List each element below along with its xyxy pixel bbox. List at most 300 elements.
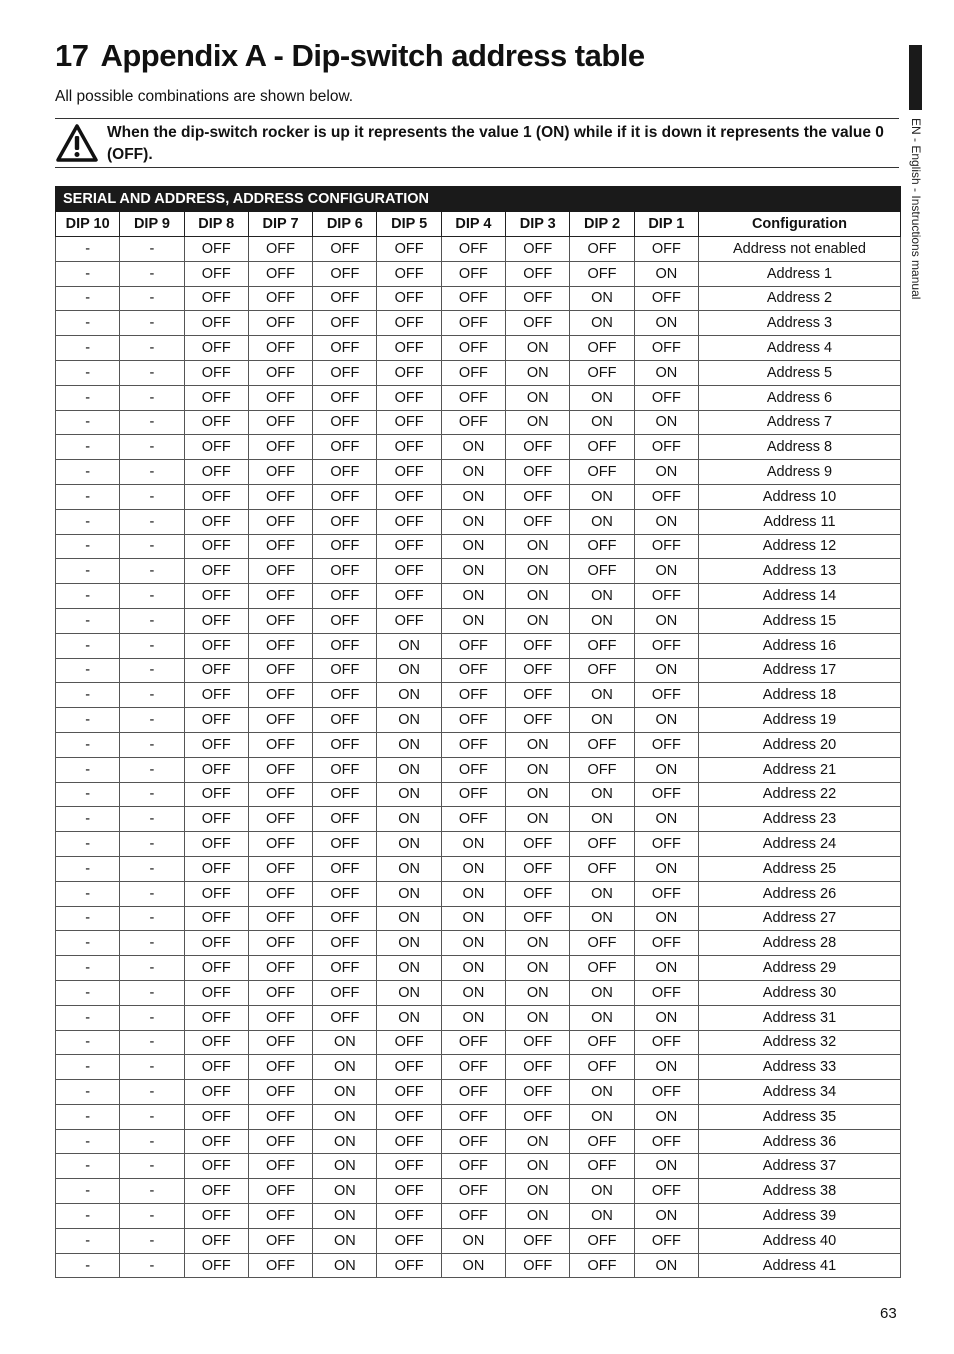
dip-cell: - bbox=[120, 782, 184, 807]
dip-cell: OFF bbox=[184, 1080, 248, 1105]
table-row bbox=[56, 1005, 901, 1030]
dip-cell: - bbox=[56, 956, 120, 981]
configuration-cell: Address 39 bbox=[698, 1204, 900, 1229]
dip-cell: OFF bbox=[184, 633, 248, 658]
dip-cell: OFF bbox=[377, 261, 441, 286]
dip-cell: OFF bbox=[634, 1030, 698, 1055]
configuration-cell: Address 22 bbox=[698, 782, 900, 807]
dip-cell: OFF bbox=[506, 261, 570, 286]
dip-cell: OFF bbox=[248, 1154, 312, 1179]
dip-cell: OFF bbox=[313, 534, 377, 559]
dip-cell: OFF bbox=[441, 1080, 505, 1105]
dip-cell: ON bbox=[313, 1104, 377, 1129]
dip-cell: OFF bbox=[377, 385, 441, 410]
dip-cell: OFF bbox=[184, 460, 248, 485]
dip-cell: OFF bbox=[313, 237, 377, 262]
dip-cell: ON bbox=[506, 385, 570, 410]
dip-cell: OFF bbox=[377, 460, 441, 485]
dip-cell: ON bbox=[377, 931, 441, 956]
dip-cell: OFF bbox=[377, 1104, 441, 1129]
configuration-cell: Address 34 bbox=[698, 1080, 900, 1105]
table-row bbox=[56, 757, 901, 782]
dip-cell: ON bbox=[570, 1080, 634, 1105]
dip-cell: - bbox=[120, 336, 184, 361]
dip-cell: OFF bbox=[441, 1104, 505, 1129]
table-row bbox=[56, 931, 901, 956]
dip-cell: OFF bbox=[313, 460, 377, 485]
dip-cell: OFF bbox=[313, 782, 377, 807]
table-row bbox=[56, 608, 901, 633]
dip-cell: OFF bbox=[313, 956, 377, 981]
table-row bbox=[56, 708, 901, 733]
dip-cell: OFF bbox=[184, 980, 248, 1005]
dip-cell: OFF bbox=[506, 832, 570, 857]
dip-cell: OFF bbox=[248, 1080, 312, 1105]
dip-cell: - bbox=[120, 286, 184, 311]
table-row bbox=[56, 1154, 901, 1179]
configuration-cell: Address 32 bbox=[698, 1030, 900, 1055]
configuration-cell: Address 9 bbox=[698, 460, 900, 485]
dip-cell: OFF bbox=[313, 484, 377, 509]
dip-cell: OFF bbox=[313, 584, 377, 609]
dip-cell: OFF bbox=[570, 832, 634, 857]
dip-cell: OFF bbox=[377, 1030, 441, 1055]
dip-cell: ON bbox=[441, 435, 505, 460]
dip-cell: OFF bbox=[248, 584, 312, 609]
dip-cell: OFF bbox=[377, 435, 441, 460]
table-row bbox=[56, 1030, 901, 1055]
column-header: Configuration bbox=[698, 212, 900, 237]
dip-cell: OFF bbox=[184, 757, 248, 782]
dip-cell: ON bbox=[506, 732, 570, 757]
dip-cell: ON bbox=[313, 1129, 377, 1154]
dip-cell: ON bbox=[634, 757, 698, 782]
dip-cell: ON bbox=[377, 856, 441, 881]
dip-cell: OFF bbox=[634, 1080, 698, 1105]
dip-cell: OFF bbox=[313, 509, 377, 534]
configuration-cell: Address 19 bbox=[698, 708, 900, 733]
dip-cell: OFF bbox=[184, 708, 248, 733]
dip-cell: ON bbox=[506, 336, 570, 361]
dip-cell: ON bbox=[634, 708, 698, 733]
dip-cell: - bbox=[56, 336, 120, 361]
dip-cell: OFF bbox=[184, 1253, 248, 1278]
dip-cell: ON bbox=[634, 856, 698, 881]
configuration-cell: Address 40 bbox=[698, 1228, 900, 1253]
dip-cell: ON bbox=[506, 360, 570, 385]
intro-text: All possible combinations are shown below. bbox=[55, 88, 354, 105]
column-header: DIP 6 bbox=[313, 212, 377, 237]
dip-cell: ON bbox=[570, 1005, 634, 1030]
dip-cell: OFF bbox=[377, 311, 441, 336]
dip-cell: - bbox=[120, 261, 184, 286]
dip-cell: OFF bbox=[248, 782, 312, 807]
dip-cell: OFF bbox=[570, 534, 634, 559]
dip-cell: - bbox=[120, 385, 184, 410]
dip-cell: OFF bbox=[634, 633, 698, 658]
dip-cell: OFF bbox=[441, 732, 505, 757]
table-row bbox=[56, 856, 901, 881]
dip-cell: OFF bbox=[506, 460, 570, 485]
dip-cell: OFF bbox=[634, 683, 698, 708]
dip-cell: - bbox=[120, 484, 184, 509]
dip-cell: OFF bbox=[506, 658, 570, 683]
dip-cell: ON bbox=[313, 1154, 377, 1179]
configuration-cell: Address 8 bbox=[698, 435, 900, 460]
dip-cell: OFF bbox=[570, 237, 634, 262]
dip-cell: - bbox=[120, 1055, 184, 1080]
table-row bbox=[56, 484, 901, 509]
dip-cell: OFF bbox=[441, 658, 505, 683]
dip-cell: OFF bbox=[377, 1179, 441, 1204]
dip-cell: ON bbox=[570, 708, 634, 733]
section-number: 17 bbox=[55, 38, 89, 73]
dip-cell: OFF bbox=[441, 757, 505, 782]
dip-cell: OFF bbox=[184, 881, 248, 906]
dip-cell: OFF bbox=[248, 608, 312, 633]
configuration-cell: Address 36 bbox=[698, 1129, 900, 1154]
dip-cell: - bbox=[120, 460, 184, 485]
dip-cell: ON bbox=[377, 956, 441, 981]
dip-cell: OFF bbox=[441, 360, 505, 385]
dip-cell: - bbox=[120, 559, 184, 584]
dip-cell: ON bbox=[634, 1154, 698, 1179]
dip-cell: ON bbox=[441, 906, 505, 931]
table-header-row bbox=[56, 212, 901, 237]
dip-cell: OFF bbox=[248, 1129, 312, 1154]
dip-cell: - bbox=[56, 1080, 120, 1105]
dip-cell: ON bbox=[441, 1228, 505, 1253]
dip-cell: OFF bbox=[313, 360, 377, 385]
dip-cell: - bbox=[56, 435, 120, 460]
dip-cell: ON bbox=[441, 856, 505, 881]
dip-cell: OFF bbox=[248, 708, 312, 733]
dip-cell: - bbox=[120, 683, 184, 708]
dip-cell: - bbox=[56, 832, 120, 857]
dip-cell: OFF bbox=[248, 1005, 312, 1030]
dip-cell: OFF bbox=[248, 633, 312, 658]
dip-cell: OFF bbox=[377, 1080, 441, 1105]
dip-cell: OFF bbox=[184, 484, 248, 509]
dip-cell: ON bbox=[570, 410, 634, 435]
dip-cell: OFF bbox=[248, 956, 312, 981]
dip-cell: OFF bbox=[184, 286, 248, 311]
configuration-cell: Address 26 bbox=[698, 881, 900, 906]
dip-cell: - bbox=[56, 584, 120, 609]
page-number: 63 bbox=[880, 1305, 897, 1322]
dip-cell: OFF bbox=[313, 410, 377, 435]
table-row bbox=[56, 534, 901, 559]
dip-cell: OFF bbox=[248, 286, 312, 311]
dip-cell: - bbox=[56, 633, 120, 658]
dip-cell: ON bbox=[570, 311, 634, 336]
dip-cell: OFF bbox=[377, 484, 441, 509]
dip-cell: OFF bbox=[184, 683, 248, 708]
dip-cell: ON bbox=[634, 460, 698, 485]
dip-cell: OFF bbox=[441, 237, 505, 262]
dip-cell: OFF bbox=[248, 460, 312, 485]
dip-cell: - bbox=[56, 608, 120, 633]
dip-cell: OFF bbox=[184, 1204, 248, 1229]
dip-cell: ON bbox=[441, 460, 505, 485]
dip-cell: OFF bbox=[377, 1129, 441, 1154]
configuration-cell: Address 35 bbox=[698, 1104, 900, 1129]
dip-cell: ON bbox=[441, 1253, 505, 1278]
dip-cell: OFF bbox=[184, 360, 248, 385]
configuration-cell: Address 24 bbox=[698, 832, 900, 857]
dip-cell: - bbox=[56, 360, 120, 385]
dip-cell: ON bbox=[634, 956, 698, 981]
configuration-cell: Address 4 bbox=[698, 336, 900, 361]
dip-cell: - bbox=[56, 658, 120, 683]
column-header: DIP 4 bbox=[441, 212, 505, 237]
dip-cell: OFF bbox=[506, 435, 570, 460]
configuration-cell: Address 25 bbox=[698, 856, 900, 881]
dip-cell: OFF bbox=[506, 1228, 570, 1253]
dip-cell: OFF bbox=[570, 559, 634, 584]
side-tab-bar bbox=[909, 45, 922, 110]
dip-cell: ON bbox=[506, 608, 570, 633]
dip-cell: OFF bbox=[248, 658, 312, 683]
dip-cell: OFF bbox=[506, 311, 570, 336]
table-row bbox=[56, 832, 901, 857]
dip-cell: OFF bbox=[441, 1204, 505, 1229]
dip-cell: OFF bbox=[377, 286, 441, 311]
table-row bbox=[56, 1204, 901, 1229]
dip-cell: OFF bbox=[634, 1228, 698, 1253]
dip-cell: OFF bbox=[184, 1104, 248, 1129]
dip-switch-table-container bbox=[55, 186, 900, 1278]
dip-cell: - bbox=[120, 1204, 184, 1229]
configuration-cell: Address 31 bbox=[698, 1005, 900, 1030]
dip-cell: ON bbox=[377, 633, 441, 658]
dip-cell: ON bbox=[313, 1055, 377, 1080]
dip-cell: OFF bbox=[506, 1055, 570, 1080]
dip-cell: - bbox=[56, 856, 120, 881]
dip-cell: - bbox=[56, 708, 120, 733]
table-row bbox=[56, 286, 901, 311]
dip-cell: ON bbox=[570, 484, 634, 509]
dip-cell: OFF bbox=[377, 336, 441, 361]
dip-cell: ON bbox=[570, 906, 634, 931]
dip-cell: OFF bbox=[570, 435, 634, 460]
dip-cell: OFF bbox=[506, 856, 570, 881]
dip-cell: - bbox=[120, 1228, 184, 1253]
dip-cell: OFF bbox=[184, 832, 248, 857]
table-row bbox=[56, 658, 901, 683]
dip-cell: - bbox=[120, 881, 184, 906]
dip-cell: OFF bbox=[248, 732, 312, 757]
dip-cell: - bbox=[120, 534, 184, 559]
dip-cell: - bbox=[56, 237, 120, 262]
table-row bbox=[56, 633, 901, 658]
dip-cell: - bbox=[120, 410, 184, 435]
dip-cell: OFF bbox=[248, 1179, 312, 1204]
dip-cell: OFF bbox=[184, 658, 248, 683]
dip-cell: - bbox=[56, 286, 120, 311]
dip-cell: OFF bbox=[570, 757, 634, 782]
column-header: DIP 8 bbox=[184, 212, 248, 237]
dip-cell: OFF bbox=[184, 1030, 248, 1055]
dip-cell: OFF bbox=[506, 1253, 570, 1278]
table-row bbox=[56, 1179, 901, 1204]
table-row bbox=[56, 683, 901, 708]
dip-cell: OFF bbox=[506, 708, 570, 733]
dip-cell: OFF bbox=[441, 1179, 505, 1204]
dip-cell: - bbox=[120, 906, 184, 931]
dip-cell: - bbox=[120, 807, 184, 832]
dip-cell: OFF bbox=[184, 732, 248, 757]
dip-cell: OFF bbox=[248, 683, 312, 708]
dip-cell: - bbox=[120, 1005, 184, 1030]
dip-cell: - bbox=[56, 980, 120, 1005]
dip-cell: ON bbox=[506, 807, 570, 832]
dip-cell: ON bbox=[570, 1104, 634, 1129]
dip-cell: ON bbox=[377, 1005, 441, 1030]
dip-cell: ON bbox=[441, 559, 505, 584]
dip-cell: OFF bbox=[248, 1055, 312, 1080]
dip-cell: OFF bbox=[506, 509, 570, 534]
dip-cell: OFF bbox=[570, 633, 634, 658]
dip-cell: - bbox=[120, 832, 184, 857]
dip-cell: - bbox=[56, 1104, 120, 1129]
table-body bbox=[56, 237, 901, 1278]
dip-cell: OFF bbox=[377, 608, 441, 633]
configuration-cell: Address not enabled bbox=[698, 237, 900, 262]
dip-cell: OFF bbox=[441, 807, 505, 832]
dip-cell: OFF bbox=[184, 336, 248, 361]
dip-cell: OFF bbox=[506, 1104, 570, 1129]
dip-cell: OFF bbox=[313, 261, 377, 286]
dip-cell: ON bbox=[313, 1030, 377, 1055]
configuration-cell: Address 27 bbox=[698, 906, 900, 931]
dip-cell: - bbox=[56, 1005, 120, 1030]
dip-cell: OFF bbox=[248, 1204, 312, 1229]
dip-cell: OFF bbox=[506, 1080, 570, 1105]
dip-cell: OFF bbox=[184, 608, 248, 633]
dip-cell: OFF bbox=[441, 286, 505, 311]
dip-cell: - bbox=[56, 311, 120, 336]
dip-cell: ON bbox=[377, 906, 441, 931]
dip-cell: OFF bbox=[248, 435, 312, 460]
dip-cell: - bbox=[56, 931, 120, 956]
dip-cell: OFF bbox=[313, 608, 377, 633]
dip-cell: - bbox=[120, 732, 184, 757]
dip-cell: - bbox=[56, 906, 120, 931]
dip-cell: OFF bbox=[248, 881, 312, 906]
dip-cell: ON bbox=[313, 1080, 377, 1105]
table-row bbox=[56, 1080, 901, 1105]
dip-cell: ON bbox=[506, 534, 570, 559]
dip-cell: ON bbox=[377, 782, 441, 807]
dip-cell: OFF bbox=[570, 360, 634, 385]
dip-cell: OFF bbox=[184, 1154, 248, 1179]
dip-cell: OFF bbox=[634, 832, 698, 857]
dip-cell: OFF bbox=[313, 385, 377, 410]
dip-cell: OFF bbox=[313, 286, 377, 311]
dip-cell: OFF bbox=[441, 261, 505, 286]
dip-cell: OFF bbox=[634, 1129, 698, 1154]
dip-cell: ON bbox=[441, 956, 505, 981]
dip-cell: OFF bbox=[506, 881, 570, 906]
dip-cell: OFF bbox=[248, 559, 312, 584]
dip-cell: OFF bbox=[184, 311, 248, 336]
dip-cell: ON bbox=[634, 261, 698, 286]
dip-cell: ON bbox=[506, 584, 570, 609]
configuration-cell: Address 33 bbox=[698, 1055, 900, 1080]
dip-cell: ON bbox=[313, 1204, 377, 1229]
dip-cell: ON bbox=[570, 608, 634, 633]
dip-cell: - bbox=[56, 1030, 120, 1055]
dip-cell: OFF bbox=[313, 931, 377, 956]
dip-cell: ON bbox=[634, 1253, 698, 1278]
dip-cell: ON bbox=[634, 509, 698, 534]
dip-cell: OFF bbox=[248, 856, 312, 881]
dip-cell: ON bbox=[313, 1228, 377, 1253]
dip-cell: - bbox=[120, 1253, 184, 1278]
dip-cell: ON bbox=[570, 385, 634, 410]
dip-cell: OFF bbox=[248, 1104, 312, 1129]
dip-cell: OFF bbox=[570, 1055, 634, 1080]
dip-cell: ON bbox=[634, 360, 698, 385]
dip-cell: OFF bbox=[248, 534, 312, 559]
dip-cell: OFF bbox=[184, 1005, 248, 1030]
dip-cell: - bbox=[56, 1055, 120, 1080]
dip-cell: ON bbox=[377, 683, 441, 708]
dip-cell: ON bbox=[506, 1179, 570, 1204]
dip-cell: - bbox=[56, 1129, 120, 1154]
dip-cell: OFF bbox=[184, 237, 248, 262]
dip-cell: ON bbox=[634, 1104, 698, 1129]
dip-cell: OFF bbox=[634, 931, 698, 956]
configuration-cell: Address 10 bbox=[698, 484, 900, 509]
dip-cell: - bbox=[56, 881, 120, 906]
dip-cell: OFF bbox=[184, 956, 248, 981]
dip-cell: - bbox=[120, 757, 184, 782]
dip-cell: OFF bbox=[634, 435, 698, 460]
dip-cell: OFF bbox=[248, 906, 312, 931]
dip-cell: OFF bbox=[634, 534, 698, 559]
dip-cell: - bbox=[56, 1154, 120, 1179]
dip-cell: ON bbox=[441, 931, 505, 956]
dip-cell: - bbox=[56, 559, 120, 584]
dip-cell: OFF bbox=[506, 906, 570, 931]
side-language-label: EN - English - Instructions manual bbox=[909, 118, 923, 300]
dip-cell: OFF bbox=[248, 484, 312, 509]
dip-cell: OFF bbox=[570, 931, 634, 956]
dip-cell: OFF bbox=[441, 683, 505, 708]
dip-cell: ON bbox=[441, 484, 505, 509]
dip-cell: OFF bbox=[570, 658, 634, 683]
dip-cell: OFF bbox=[313, 832, 377, 857]
dip-cell: OFF bbox=[313, 683, 377, 708]
dip-cell: ON bbox=[634, 410, 698, 435]
dip-cell: OFF bbox=[248, 1030, 312, 1055]
dip-cell: OFF bbox=[441, 385, 505, 410]
dip-cell: OFF bbox=[377, 237, 441, 262]
dip-cell: ON bbox=[634, 658, 698, 683]
dip-cell: OFF bbox=[570, 336, 634, 361]
dip-cell: - bbox=[120, 1030, 184, 1055]
dip-cell: OFF bbox=[184, 435, 248, 460]
dip-cell: OFF bbox=[441, 633, 505, 658]
table-row bbox=[56, 237, 901, 262]
dip-cell: - bbox=[120, 633, 184, 658]
dip-cell: OFF bbox=[570, 1154, 634, 1179]
dip-cell: OFF bbox=[634, 782, 698, 807]
dip-cell: OFF bbox=[248, 931, 312, 956]
table-row bbox=[56, 1253, 901, 1278]
